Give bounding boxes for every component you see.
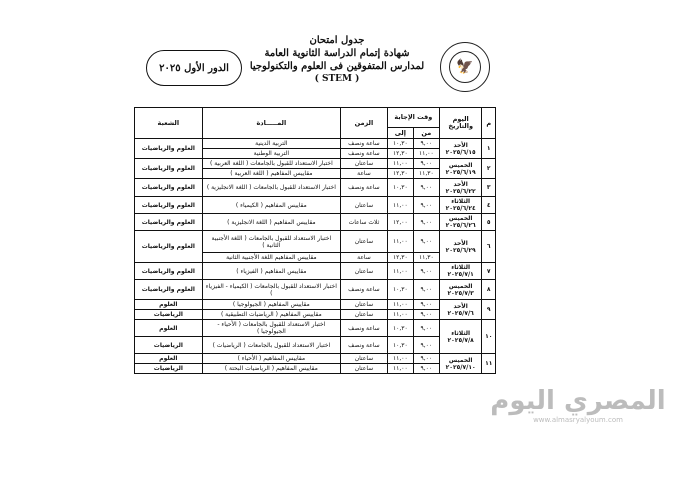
table-row xyxy=(135,320,496,337)
subject: مقاييس المفاهيم ( الفيزياء ) xyxy=(202,263,340,280)
branch: العلوم والرياضيات xyxy=(135,179,203,197)
table-row xyxy=(135,231,496,253)
duration: ساعة ونصف xyxy=(341,337,388,354)
subject: التربية الدينية xyxy=(202,139,340,149)
subject: التربية الوطنية xyxy=(202,149,340,159)
table-row xyxy=(135,300,496,310)
ministry-seal xyxy=(440,42,490,92)
publisher-watermark xyxy=(488,386,668,436)
branch: العلوم والرياضيات xyxy=(135,263,203,280)
duration: ساعة ونصف xyxy=(341,179,388,197)
duration: ساعتان xyxy=(341,231,388,253)
time-from: ٩,٠٠ xyxy=(413,159,439,169)
time-from: ٩,٠٠ xyxy=(413,337,439,354)
branch: العلوم xyxy=(135,320,203,337)
title-line-4: ( STEM ) xyxy=(314,74,360,84)
duration: ساعتان xyxy=(341,354,388,364)
row-num: ٢ xyxy=(482,159,496,179)
title-line-3: لمدارس المتفوقين فى العلوم والتكنولوجيا xyxy=(249,61,425,72)
row-date: الثلاثاء ٢٠٢٥/٦/٢٤ xyxy=(439,197,482,214)
time-to: ١٠,٣٠ xyxy=(387,320,413,337)
time-from: ٩,٠٠ xyxy=(413,320,439,337)
col-header-from: من xyxy=(413,128,439,139)
time-from: ٩,٠٠ xyxy=(413,263,439,280)
row-date: الأحد ٢٠٢٥/٦/١٥ xyxy=(439,139,482,159)
time-to: ١٠,٣٠ xyxy=(387,280,413,300)
row-num: ٨ xyxy=(482,280,496,300)
time-to: ١١,٠٠ xyxy=(387,354,413,364)
table-row xyxy=(135,214,496,231)
time-to: ١٠,٣٠ xyxy=(387,179,413,197)
duration: ساعتان xyxy=(341,310,388,320)
col-header-to: إلى xyxy=(387,128,413,139)
subject: اختبار الاستعداد للقبول بالجامعات ( الكيمياء - الفيزياء ) xyxy=(202,280,340,300)
eagle-emblem-icon: 🦅 xyxy=(449,51,481,83)
title-line-1: جدول امتحان xyxy=(309,35,365,46)
duration: ساعة ونصف xyxy=(341,320,388,337)
row-num: ٧ xyxy=(482,263,496,280)
table-row xyxy=(135,197,496,214)
subject: اختبار الاستعداد للقبول بالجامعات ( اللغة الانجليزية ) xyxy=(202,179,340,197)
time-from: ٩,٠٠ xyxy=(413,310,439,320)
title-line-2: شهادة إتمام الدراسة الثانوية العامة xyxy=(264,48,410,59)
row-num: ٥ xyxy=(482,214,496,231)
time-from: ٩,٠٠ xyxy=(413,280,439,300)
branch: العلوم والرياضيات xyxy=(135,159,203,179)
time-to: ١١,٠٠ xyxy=(387,300,413,310)
table-row xyxy=(135,263,496,280)
subject: مقاييس المفاهيم ( الرياضيات التطبيقية ) xyxy=(202,310,340,320)
watermark-logo: المصري اليوم xyxy=(490,386,666,416)
exam-round-label: الدور الأول ٢٠٢٥ xyxy=(146,50,242,86)
table-row xyxy=(135,354,496,364)
col-header-date: اليوم والتاريخ xyxy=(439,108,482,139)
duration: ساعة xyxy=(341,169,388,179)
time-to: ١١,٠٠ xyxy=(387,197,413,214)
time-from: ٩,٠٠ xyxy=(413,214,439,231)
branch: العلوم والرياضيات xyxy=(135,280,203,300)
time-to: ١٢,٣٠ xyxy=(387,169,413,179)
branch: الرياضيات xyxy=(135,364,203,374)
duration: ساعتان xyxy=(341,300,388,310)
time-to: ١١,٠٠ xyxy=(387,364,413,374)
time-from: ٩,٠٠ xyxy=(413,300,439,310)
row-date: الخميس ٢٠٢٥/٦/١٩ xyxy=(439,159,482,179)
duration: ساعة xyxy=(341,253,388,263)
subject: مقاييس المفاهيم ( الأحياء ) xyxy=(202,354,340,364)
time-to: ١١,٠٠ xyxy=(387,231,413,253)
col-header-time: وقت الإجابة xyxy=(387,108,439,128)
time-to: ١١,٠٠ xyxy=(387,159,413,169)
branch: الرياضيات xyxy=(135,337,203,354)
col-header-num: م xyxy=(482,108,496,139)
row-num: ١٠ xyxy=(482,320,496,354)
time-from: ٩,٠٠ xyxy=(413,231,439,253)
branch: العلوم والرياضيات xyxy=(135,139,203,159)
branch: العلوم والرياضيات xyxy=(135,197,203,214)
time-to: ١٢,٠٠ xyxy=(387,214,413,231)
col-header-branch: الشعبة xyxy=(135,108,203,139)
table-row xyxy=(135,280,496,300)
exam-schedule-table xyxy=(134,107,496,374)
subject: مقاييس المفاهيم ( الجيولوجيا ) xyxy=(202,300,340,310)
subject: مقاييس المفاهيم ( الكيمياء ) xyxy=(202,197,340,214)
col-header-duration: الزمن xyxy=(341,108,388,139)
branch: العلوم xyxy=(135,300,203,310)
row-date: الأحد ٢٠٢٥/٦/٢٢ xyxy=(439,179,482,197)
row-num: ١ xyxy=(482,139,496,159)
row-num: ٦ xyxy=(482,231,496,263)
time-to: ١٠,٣٠ xyxy=(387,337,413,354)
duration: ساعتان xyxy=(341,364,388,374)
time-from: ٩,٠٠ xyxy=(413,139,439,149)
row-date: الخميس ٢٠٢٥/٧/٣ xyxy=(439,280,482,300)
row-date: الثلاثاء ٢٠٢٥/٧/٨ xyxy=(439,320,482,354)
duration: ساعة ونصف xyxy=(341,280,388,300)
table-row xyxy=(135,179,496,197)
duration: ساعتان xyxy=(341,197,388,214)
time-to: ١١,٠٠ xyxy=(387,310,413,320)
duration: ساعتان xyxy=(341,263,388,280)
branch: العلوم والرياضيات xyxy=(135,231,203,263)
row-date: الخميس ٢٠٢٥/٧/١٠ xyxy=(439,354,482,374)
time-to: ١١,٠٠ xyxy=(387,263,413,280)
row-num: ٤ xyxy=(482,197,496,214)
time-from: ٩,٠٠ xyxy=(413,179,439,197)
subject: مقاييس المفاهيم ( اللغة العربية ) xyxy=(202,169,340,179)
row-date: الثلاثاء ٢٠٢٥/٧/١ xyxy=(439,263,482,280)
time-from: ٩,٠٠ xyxy=(413,197,439,214)
duration: ساعة ونصف xyxy=(341,149,388,159)
row-date: الأحد ٢٠٢٥/٧/٦ xyxy=(439,300,482,320)
subject: مقاييس المفاهيم ( الرياضيات البحتة ) xyxy=(202,364,340,374)
subject: اختبار الاستعداد للقبول بالجامعات ( اللغة الأجنبية الثانية ) xyxy=(202,231,340,253)
row-num: ١١ xyxy=(482,354,496,374)
subject: اختبار الاستعداد للقبول بالجامعات ( الرياضيات ) xyxy=(202,337,340,354)
time-from: ١١,٣٠ xyxy=(413,253,439,263)
row-date: الأحد ٢٠٢٥/٦/٢٩ xyxy=(439,231,482,263)
table-row xyxy=(135,139,496,149)
branch: العلوم xyxy=(135,354,203,364)
time-to: ١٢,٣٠ xyxy=(387,253,413,263)
watermark-url: www.almasryalyoum.com xyxy=(533,416,623,424)
duration: ساعة ونصف xyxy=(341,139,388,149)
branch: الرياضيات xyxy=(135,310,203,320)
time-to: ١٠,٣٠ xyxy=(387,139,413,149)
subject: مقاييس المفاهيم ( اللغة الانجليزية ) xyxy=(202,214,340,231)
col-header-subject: المـــــادة xyxy=(202,108,340,139)
subject: اختبار الاستعداد للقبول بالجامعات ( الأحياء - الجيولوجيا ) xyxy=(202,320,340,337)
row-num: ٩ xyxy=(482,300,496,320)
duration: ساعتان xyxy=(341,159,388,169)
duration: ثلاث ساعات xyxy=(341,214,388,231)
time-from: ٩,٠٠ xyxy=(413,354,439,364)
subject: مقاييس المفاهيم اللغة الأجنبية الثانية xyxy=(202,253,340,263)
subject: اختبار الاستعداد للقبول بالجامعات ( اللغة العربية ) xyxy=(202,159,340,169)
document-title xyxy=(240,34,434,98)
row-num: ٣ xyxy=(482,179,496,197)
row-date: الخميس ٢٠٢٥/٦/٢٦ xyxy=(439,214,482,231)
table-row xyxy=(135,159,496,169)
time-from: ١١,٣٠ xyxy=(413,169,439,179)
time-to: ١٢,٣٠ xyxy=(387,149,413,159)
time-from: ٩,٠٠ xyxy=(413,364,439,374)
time-from: ١١,٠٠ xyxy=(413,149,439,159)
branch: العلوم والرياضيات xyxy=(135,214,203,231)
